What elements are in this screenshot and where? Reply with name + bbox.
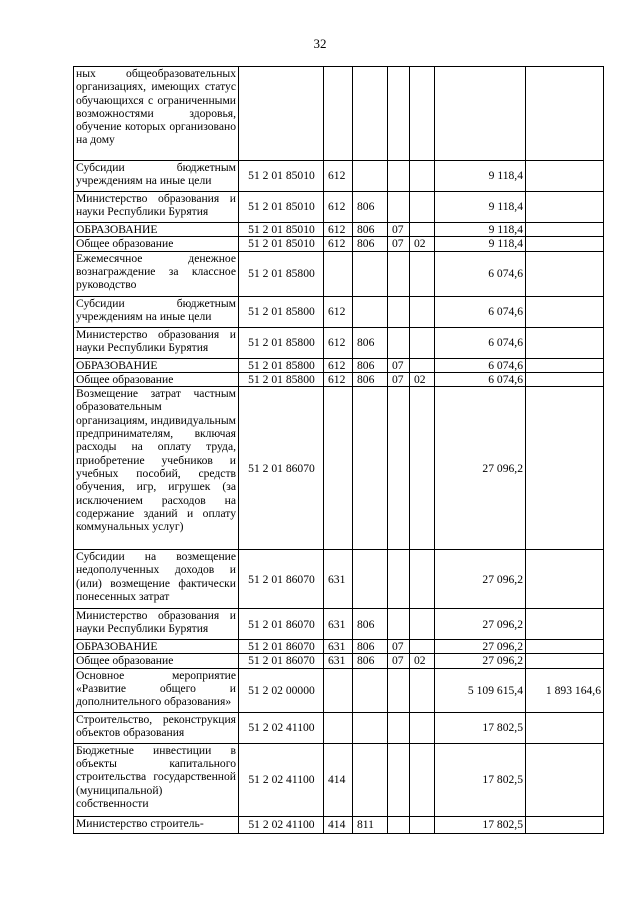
table-row — [74, 223, 604, 237]
amount-cell: 6 074,6 — [435, 251, 526, 296]
amount2-cell — [526, 609, 604, 640]
subsection-cell — [410, 358, 435, 372]
amount-cell: 27 096,2 — [435, 640, 526, 654]
row-name-cell: Общее образование — [74, 237, 239, 251]
section-cell — [388, 161, 410, 192]
amount2-cell: 1 893 164,6 — [526, 668, 604, 712]
amount-cell: 9 118,4 — [435, 192, 526, 223]
ministry-code-cell — [353, 161, 388, 192]
expense-type-cell: 631 — [324, 654, 353, 668]
target-code-cell: 51 2 01 85800 — [239, 372, 324, 386]
section-cell — [388, 251, 410, 296]
subsection-cell — [410, 387, 435, 550]
row-name-cell: Субсидии на возмещение недополученных доходов и (или) возмещение фактически понесенных затрат — [74, 550, 239, 609]
row-name-cell: Ежемесячное денежное вознаграждение за классное руководство — [74, 251, 239, 296]
amount2-cell — [526, 237, 604, 251]
expense-type-cell: 612 — [324, 237, 353, 251]
subsection-cell — [410, 712, 435, 743]
target-code-cell: 51 2 01 85800 — [239, 296, 324, 327]
expense-type-cell: 631 — [324, 640, 353, 654]
amount2-cell — [526, 654, 604, 668]
expense-type-cell: 612 — [324, 358, 353, 372]
amount-cell: 9 118,4 — [435, 237, 526, 251]
subsection-cell — [410, 223, 435, 237]
target-code-cell: 51 2 02 41100 — [239, 712, 324, 743]
amount-cell: 27 096,2 — [435, 654, 526, 668]
amount-cell: 9 118,4 — [435, 223, 526, 237]
table-row — [74, 712, 604, 743]
table-row — [74, 358, 604, 372]
amount-cell: 17 802,5 — [435, 712, 526, 743]
target-code-cell: 51 2 01 85010 — [239, 223, 324, 237]
ministry-code-cell: 806 — [353, 640, 388, 654]
section-cell — [388, 609, 410, 640]
subsection-cell — [410, 161, 435, 192]
table-row — [74, 743, 604, 816]
subsection-cell: 02 — [410, 654, 435, 668]
section-cell — [388, 550, 410, 609]
ministry-code-cell — [353, 387, 388, 550]
amount-cell — [435, 67, 526, 161]
row-name-cell: ных общеобразовательных организациях, имеющих статус обучающихся с ограниченными возможностями здоровья, обучение которых организовано на дому — [74, 67, 239, 161]
row-name-cell: ОБРАЗОВАНИЕ — [74, 223, 239, 237]
row-name-cell: Возмещение затрат частным образовательным организациям, индивидуальным предпринимателям, включая расходы на оплату труда, приобретение учебников и учебных пособий, средств обучения, игр, игрушек (за исключением расходов на содержание зданий и оплату коммунальных услуг) — [74, 387, 239, 550]
amount2-cell — [526, 358, 604, 372]
expense-type-cell: 612 — [324, 161, 353, 192]
section-cell — [388, 296, 410, 327]
amount-cell: 9 118,4 — [435, 161, 526, 192]
subsection-cell — [410, 327, 435, 358]
table-row — [74, 372, 604, 386]
ministry-code-cell: 806 — [353, 327, 388, 358]
amount-cell: 5 109 615,4 — [435, 668, 526, 712]
amount2-cell — [526, 743, 604, 816]
subsection-cell — [410, 640, 435, 654]
table-row — [74, 609, 604, 640]
row-name-cell: Министерство строитель- — [74, 816, 239, 833]
table-row — [74, 251, 604, 296]
target-code-cell: 51 2 01 85010 — [239, 237, 324, 251]
subsection-cell: 02 — [410, 237, 435, 251]
expense-type-cell: 631 — [324, 609, 353, 640]
target-code-cell: 51 2 01 86070 — [239, 654, 324, 668]
ministry-code-cell: 806 — [353, 192, 388, 223]
expense-type-cell: 612 — [324, 327, 353, 358]
section-cell — [388, 387, 410, 550]
ministry-code-cell: 811 — [353, 816, 388, 833]
row-name-cell: ОБРАЗОВАНИЕ — [74, 640, 239, 654]
section-cell — [388, 816, 410, 833]
budget-table — [73, 66, 604, 834]
row-name-cell: Министерство образования и науки Республики Бурятия — [74, 609, 239, 640]
section-cell — [388, 192, 410, 223]
amount-cell: 6 074,6 — [435, 358, 526, 372]
subsection-cell — [410, 550, 435, 609]
expense-type-cell — [324, 387, 353, 550]
ministry-code-cell — [353, 668, 388, 712]
subsection-cell — [410, 668, 435, 712]
subsection-cell — [410, 192, 435, 223]
section-cell: 07 — [388, 358, 410, 372]
row-name-cell: Субсидии бюджетным учреждениям на иные цели — [74, 161, 239, 192]
section-cell: 07 — [388, 223, 410, 237]
page-number: 32 — [313, 36, 327, 51]
amount2-cell — [526, 327, 604, 358]
ministry-code-cell — [353, 67, 388, 161]
amount-cell: 17 802,5 — [435, 816, 526, 833]
target-code-cell — [239, 67, 324, 161]
row-name-cell: Общее образование — [74, 372, 239, 386]
section-cell — [388, 712, 410, 743]
row-name-cell: Субсидии бюджетным учреждениям на иные цели — [74, 296, 239, 327]
ministry-code-cell — [353, 743, 388, 816]
table-row — [74, 67, 604, 161]
section-cell: 07 — [388, 372, 410, 386]
expense-type-cell: 631 — [324, 550, 353, 609]
amount-cell: 27 096,2 — [435, 387, 526, 550]
target-code-cell: 51 2 02 41100 — [239, 743, 324, 816]
table-row — [74, 192, 604, 223]
row-name-cell: Общее образование — [74, 654, 239, 668]
expense-type-cell — [324, 668, 353, 712]
expense-type-cell: 612 — [324, 296, 353, 327]
section-cell — [388, 327, 410, 358]
amount2-cell — [526, 161, 604, 192]
amount-cell: 27 096,2 — [435, 609, 526, 640]
ministry-code-cell: 806 — [353, 654, 388, 668]
subsection-cell — [410, 743, 435, 816]
ministry-code-cell — [353, 296, 388, 327]
expense-type-cell — [324, 67, 353, 161]
subsection-cell — [410, 609, 435, 640]
table-row — [74, 550, 604, 609]
target-code-cell: 51 2 01 86070 — [239, 550, 324, 609]
table-row — [74, 816, 604, 833]
ministry-code-cell: 806 — [353, 237, 388, 251]
section-cell: 07 — [388, 640, 410, 654]
target-code-cell: 51 2 01 85010 — [239, 192, 324, 223]
subsection-cell: 02 — [410, 372, 435, 386]
subsection-cell — [410, 296, 435, 327]
amount2-cell — [526, 251, 604, 296]
section-cell: 07 — [388, 654, 410, 668]
target-code-cell: 51 2 01 85010 — [239, 161, 324, 192]
table-row — [74, 668, 604, 712]
amount-cell: 27 096,2 — [435, 550, 526, 609]
amount-cell: 6 074,6 — [435, 296, 526, 327]
amount-cell: 6 074,6 — [435, 327, 526, 358]
target-code-cell: 51 2 01 86070 — [239, 609, 324, 640]
table-row — [74, 161, 604, 192]
amount2-cell — [526, 816, 604, 833]
ministry-code-cell: 806 — [353, 223, 388, 237]
target-code-cell: 51 2 02 00000 — [239, 668, 324, 712]
amount2-cell — [526, 223, 604, 237]
row-name-cell: Министерство образования и науки Республики Бурятия — [74, 327, 239, 358]
subsection-cell — [410, 67, 435, 161]
amount-cell: 6 074,6 — [435, 372, 526, 386]
expense-type-cell — [324, 712, 353, 743]
ministry-code-cell — [353, 251, 388, 296]
amount2-cell — [526, 192, 604, 223]
subsection-cell — [410, 251, 435, 296]
table-row — [74, 327, 604, 358]
target-code-cell: 51 2 01 85800 — [239, 251, 324, 296]
table-row — [74, 640, 604, 654]
expense-type-cell: 414 — [324, 743, 353, 816]
table-row — [74, 387, 604, 550]
row-name-cell: Министерство образования и науки Республики Бурятия — [74, 192, 239, 223]
expense-type-cell — [324, 251, 353, 296]
target-code-cell: 51 2 01 85800 — [239, 327, 324, 358]
ministry-code-cell: 806 — [353, 609, 388, 640]
section-cell — [388, 67, 410, 161]
target-code-cell: 51 2 01 85800 — [239, 358, 324, 372]
section-cell — [388, 668, 410, 712]
amount-cell: 17 802,5 — [435, 743, 526, 816]
target-code-cell: 51 2 01 86070 — [239, 640, 324, 654]
amount2-cell — [526, 67, 604, 161]
expense-type-cell: 612 — [324, 223, 353, 237]
ministry-code-cell — [353, 550, 388, 609]
ministry-code-cell — [353, 712, 388, 743]
row-name-cell: Бюджетные инвестиции в объекты капитального строительства государственной (муниципальной) собственности — [74, 743, 239, 816]
table-row — [74, 296, 604, 327]
table-row — [74, 654, 604, 668]
row-name-cell: ОБРАЗОВАНИЕ — [74, 358, 239, 372]
row-name-cell: Основное мероприятие «Развитие общего и дополнительного образования» — [74, 668, 239, 712]
ministry-code-cell: 806 — [353, 372, 388, 386]
amount2-cell — [526, 372, 604, 386]
amount2-cell — [526, 712, 604, 743]
amount2-cell — [526, 387, 604, 550]
section-cell: 07 — [388, 237, 410, 251]
table-row — [74, 237, 604, 251]
target-code-cell: 51 2 02 41100 — [239, 816, 324, 833]
expense-type-cell: 414 — [324, 816, 353, 833]
expense-type-cell: 612 — [324, 372, 353, 386]
target-code-cell: 51 2 01 86070 — [239, 387, 324, 550]
amount2-cell — [526, 296, 604, 327]
amount2-cell — [526, 550, 604, 609]
amount2-cell — [526, 640, 604, 654]
subsection-cell — [410, 816, 435, 833]
section-cell — [388, 743, 410, 816]
ministry-code-cell: 806 — [353, 358, 388, 372]
expense-type-cell: 612 — [324, 192, 353, 223]
row-name-cell: Строительство, реконструкция объектов образования — [74, 712, 239, 743]
